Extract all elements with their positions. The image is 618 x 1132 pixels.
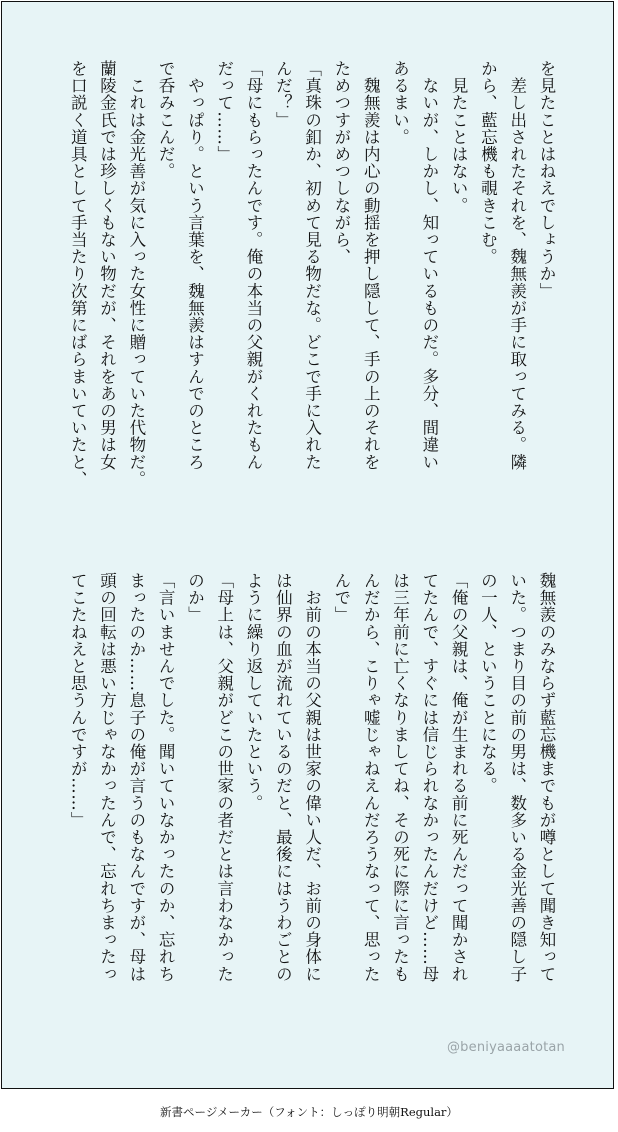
text-column: あるまい。: [390, 60, 410, 146]
text-column: ためつすがめつしながら、: [331, 60, 351, 266]
text-column: 蘭陵金氏では珍しくもない物だが、それをあの男は女: [97, 60, 117, 471]
text-column: 魏無羨は内心の動揺を押し隠して、手の上のそれを: [361, 60, 381, 471]
text-column: 「母にもらったんです。俺の本当の父親がくれたもん: [244, 60, 264, 471]
text-column: を口説く道具として手当たり次第にばらまいていたと、: [68, 60, 88, 488]
footer-caption: 新書ページメーカー（フォント：しっぽり明朝Regular）: [160, 1105, 458, 1119]
text-block-upper: [61, 60, 561, 530]
text-column: は仙界の血が流れているのだと、最後にはうわごとの: [273, 572, 293, 983]
text-column: の一人、ということになる。: [478, 572, 498, 795]
book-page: [1, 1, 614, 1089]
text-column: 魏無羨のみならず藍忘機までもが噂として聞き知って: [537, 572, 556, 983]
text-column: てこたねえと思うんですが……」: [68, 572, 88, 829]
text-column: から、藍忘機も覗きこむ。: [478, 60, 498, 266]
text-column: まったのか……息子の俺が言うのもなんですが、母は: [126, 572, 146, 983]
text-column: 「真珠の釦か、初めて見る物だな。どこで手に入れた: [302, 60, 322, 471]
text-column: だって……」: [214, 60, 234, 163]
text-column: 頭の回転は悪い方じゃなかったんで、忘れちまったっ: [97, 572, 117, 983]
text-block-lower: [61, 572, 561, 1042]
text-column: 見たことはない。: [449, 60, 469, 214]
text-column: これは金光善が気に入った女性に贈っていた代物だ。: [126, 60, 146, 488]
text-column: んだから、こりゃ嘘じゃねえんだろうなって、思った: [361, 572, 381, 983]
text-column: てたんで、すぐには信じられなかったんだけど……母: [419, 572, 439, 983]
text-column: 「母上は、父親がどこの世家の者だとは言わなかった: [214, 572, 234, 983]
text-column: ように繰り返していたという。: [244, 572, 264, 812]
text-column: 差し出されたそれを、魏無羨が手に取ってみる。隣: [507, 60, 527, 471]
text-column: は三年前に亡くなりましてね、その死に際に言ったも: [390, 572, 410, 983]
text-column: 「言いませんでした。聞いていなかったのか、忘れち: [156, 572, 176, 983]
author-handle: @beniyaaaatotan: [446, 1040, 565, 1055]
text-column: のか」: [185, 572, 205, 624]
text-column: やっぱり。という言葉を、魏無羨はすんでのところ: [185, 60, 205, 471]
text-column: 「俺の父親は、俺が生まれる前に死んだって聞かされ: [449, 572, 469, 983]
text-column: いた。つまり目の前の男は、数多いる金光善の隠し子: [507, 572, 527, 983]
text-column: ないが、しかし、知っているものだ。多分、間違い: [419, 60, 439, 471]
text-column: お前の本当の父親は世家の偉い人だ、お前の身体に: [302, 572, 322, 983]
text-column: で呑みこんだ。: [156, 60, 176, 180]
text-column: を見たことはねえでしょうか」: [537, 60, 556, 300]
text-column: んで」: [331, 572, 351, 624]
text-column: んだ？」: [273, 60, 293, 129]
